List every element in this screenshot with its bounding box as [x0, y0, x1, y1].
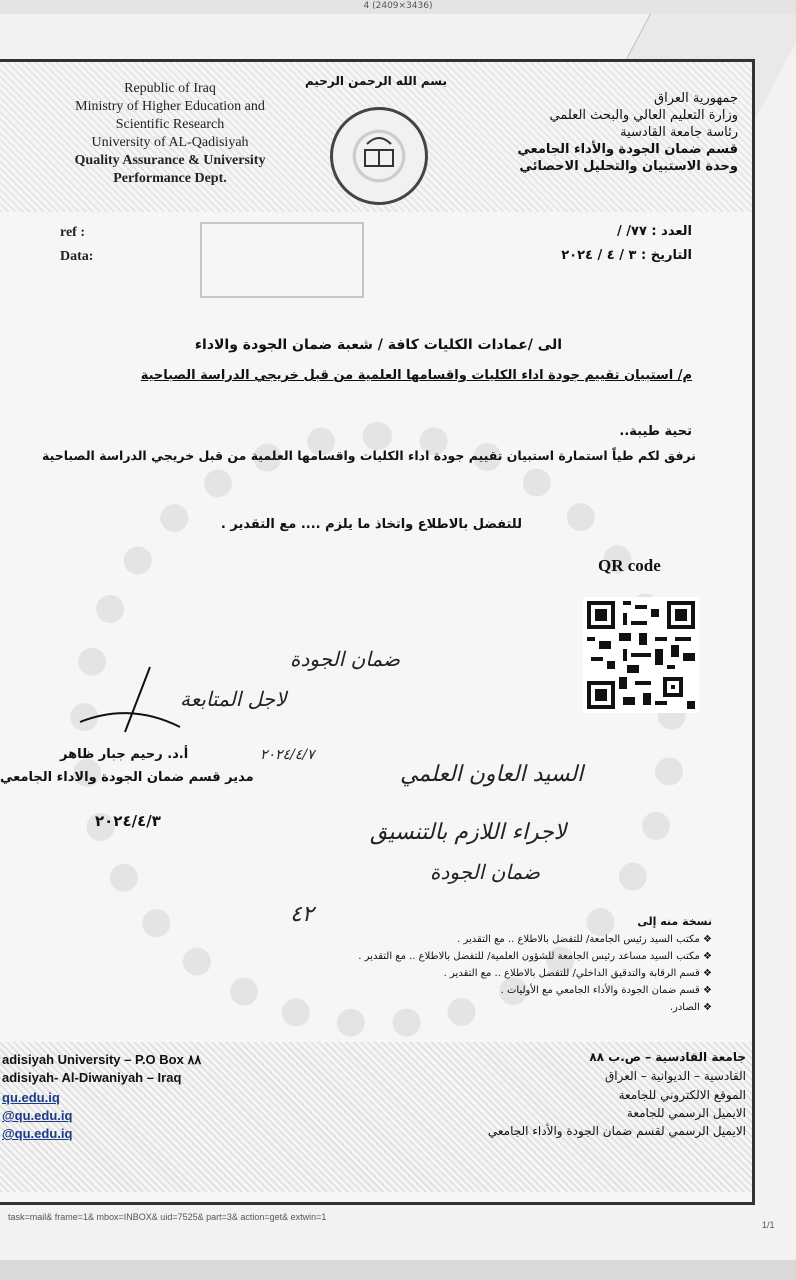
copy-item: ❖ مكتب السيد رئيس الجامعة/ للتفضل بالاطلاع .. مع التقدير .: [192, 934, 712, 945]
subject: م/ استبيان تقييم جودة اداء الكليات واقسامها العلمية من قبل خريجي الدراسة الصباحية: [140, 368, 692, 383]
handwritten-number: ٤٢: [290, 902, 314, 927]
signer-title: مدير قسم ضمان الجودة والاداء الجامعي: [0, 770, 254, 785]
date-label: Data:: [60, 249, 94, 264]
recipient: الى /عمادات الكليات كافة / شعبة ضمان الجودة والاداء: [194, 337, 562, 353]
official-letter: [0, 59, 755, 1205]
signature-scribble: [40, 662, 190, 742]
incoming-stamp: [200, 222, 364, 298]
ref-number-ar: العدد : ٧٧/ /: [616, 224, 692, 239]
viewer-top-caption: 4 (2409×3436): [0, 0, 796, 18]
handwritten-note-3: السيد العاون العلمي: [400, 762, 584, 787]
en-line-ministry-2: Scientific Research: [115, 117, 225, 132]
en-line-dept-2: Performance Dept.: [113, 171, 227, 186]
copies-title: نسخة منه إلى: [637, 915, 712, 928]
copies-list: [192, 915, 712, 1019]
footer-ar-email: الايميل الرسمي للجامعة: [626, 1106, 746, 1120]
copy-item: ❖ قسم الرقابة والتدقيق الداخلي/ للتفضل بالاطلاع .. مع التقدير .: [192, 968, 712, 979]
en-line-country: Republic of Iraq: [124, 81, 216, 96]
footer-website-link[interactable]: qu.edu.iq: [2, 1090, 60, 1105]
letterhead-en: [40, 80, 300, 188]
url-fragment: task=mail& frame=1& mbox=INBOX& uid=7525& part=3& action=get& extwin=1: [8, 1212, 327, 1222]
footer-email-link[interactable]: @qu.edu.iq: [2, 1108, 73, 1123]
letterhead-ar: [458, 90, 738, 175]
footer-ar-address: جامعة القادسية – ص.ب ٨٨: [589, 1050, 746, 1064]
footer-en-city: adisiyah- Al-Diwaniyah – Iraq: [2, 1070, 182, 1085]
handwritten-note-5: ضمان الجودة: [430, 860, 540, 884]
ar-line-presidency: رئاسة جامعة القادسية: [620, 125, 738, 140]
ar-line-dept: قسم ضمان الجودة والأداء الجامعي: [517, 142, 738, 157]
book-icon: [333, 110, 425, 202]
ar-line-country: جمهورية العراق: [654, 91, 738, 106]
footer-ar-website: الموقع الالكتروني للجامعة: [618, 1088, 746, 1102]
basmala: بسم الله الرحمن الرحيم: [304, 74, 448, 88]
copy-item: ❖ قسم ضمان الجودة والأداء الجامعي مع الأوليات .: [192, 985, 712, 996]
scanned-page: [0, 14, 796, 1260]
en-line-university: University of AL-Qadisiyah: [91, 135, 249, 150]
closing: للتفضل بالاطلاع واتخاذ ما يلزم .... مع التقدير .: [220, 517, 522, 532]
signer-date: ٢٠٢٤/٤/٣: [95, 812, 161, 830]
date-ar: التاريخ : ٣ / ٤ / ٢٠٢٤: [561, 248, 692, 263]
en-line-dept: Quality Assurance & University: [74, 153, 266, 168]
letter-footer: [0, 1042, 752, 1192]
university-seal-logo: [330, 107, 428, 205]
handwritten-note-2: لاجل المتابعة: [180, 687, 287, 711]
handwritten-note-1: ضمان الجودة: [290, 647, 400, 671]
body-paragraph: نرفق لكم طياً استمارة استبيان تقييم جودة اداء الكليات واقسامها العلمية من قبل خريجي الدراسة الصباحية: [42, 448, 696, 463]
footer-dept-email-link[interactable]: @qu.edu.iq: [2, 1126, 73, 1141]
qr-code: [583, 597, 699, 713]
ar-line-ministry: وزارة التعليم العالي والبحث العلمي: [549, 108, 738, 123]
footer-ar-city: القادسية – الديوانية – العراق: [604, 1069, 746, 1083]
ref-label: ref :: [60, 225, 85, 240]
page-counter: 1/1: [762, 1220, 775, 1230]
footer-ar-dept-email: الايميل الرسمي لقسم ضمان الجودة والأداء الجامعي: [487, 1124, 746, 1138]
handwritten-note-4: لاجراء اللازم بالتنسيق: [370, 820, 567, 845]
footer-en-address: adisiyah University – P.O Box ٨٨: [2, 1052, 202, 1067]
qr-label: QR code: [598, 556, 661, 575]
greeting: تحية طيبة..: [619, 424, 692, 439]
copy-item: ❖ مكتب السيد مساعد رئيس الجامعة للشؤون العلمية/ للتفضل بالاطلاع .. مع التقدير .: [192, 951, 712, 962]
copy-item: ❖ الصادر.: [192, 1002, 712, 1013]
ar-line-unit: وحدة الاستبيان والتحليل الاحصائي: [519, 159, 738, 174]
signer-name: أ.د. رحيم جبار ظاهر: [60, 747, 189, 762]
handwritten-date: ٢٠٢٤/٤/٧: [260, 747, 315, 763]
en-line-ministry: Ministry of Higher Education and: [75, 99, 265, 114]
